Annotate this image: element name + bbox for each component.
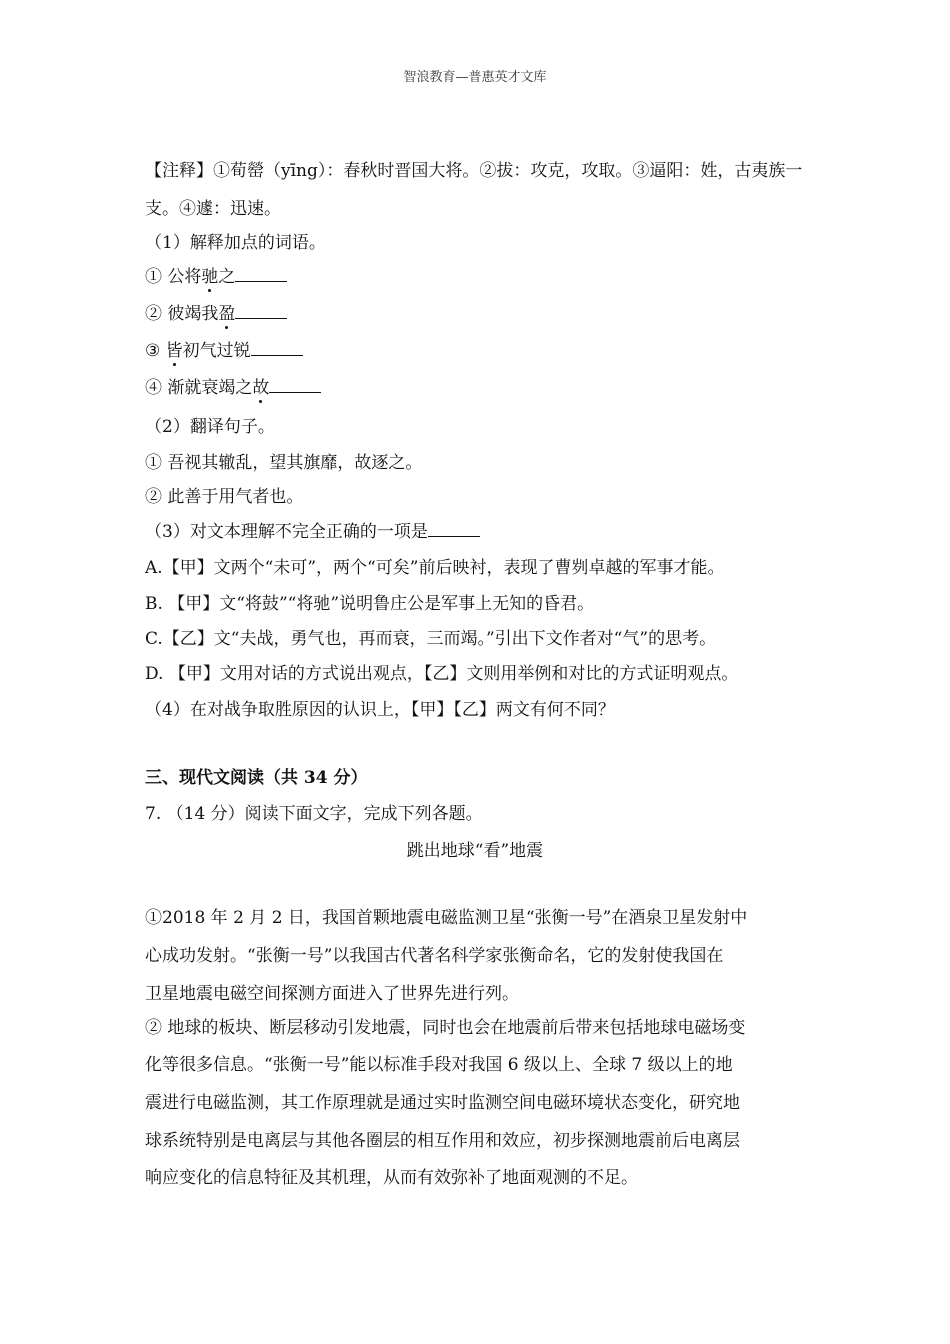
paragraph-1-line: 卫星地震电磁空间探测方面进入了世界先进行列。 bbox=[145, 984, 519, 1004]
paragraph-1-line: ①2018 年 2 月 2 日，我国首颗地震电磁监测卫星“张衡一号”在酒泉卫星发射中 bbox=[145, 908, 748, 928]
option-d: D. 【甲】文用对话的方式说出观点，【乙】文则用举例和对比的方式证明观点。 bbox=[145, 664, 739, 684]
item-text: ② 彼竭我 bbox=[145, 304, 219, 324]
page-header: 智浪教育—普惠英才文库 bbox=[403, 70, 547, 85]
question-1-stem: （1）解释加点的词语。 bbox=[145, 233, 326, 253]
option-a: A.【甲】文两个“未可”，两个“可矣”前后映衬，表现了曹刿卓越的军事才能。 bbox=[145, 558, 725, 578]
question-1-item-3 bbox=[145, 340, 303, 362]
paragraph-2-line: 化等很多信息。“张衡一号”能以标准手段对我国 6 级以上、全球 7 级以上的地 bbox=[145, 1055, 733, 1075]
dotted-word: 盈 bbox=[218, 304, 236, 324]
paragraph-2-line: ② 地球的板块、断层移动引发地震，同时也会在地震前后带来包括地球电磁场变 bbox=[145, 1018, 746, 1038]
stem-text: （3）对文本理解不完全正确的一项是 bbox=[145, 522, 428, 542]
passage-title: 跳出地球“看”地震 bbox=[406, 841, 544, 861]
question-3-stem bbox=[145, 521, 480, 543]
question-2-item-2: ② 此善于用气者也。 bbox=[145, 487, 304, 507]
annotation-line-2: 支。④遽：迅速。 bbox=[145, 199, 281, 219]
option-c: C.【乙】文“夫战，勇气也，再而衰，三而竭。”引出下文作者对“气”的思考。 bbox=[145, 629, 717, 649]
paragraph-1-line: 心成功发射。“张衡一号”以我国古代著名科学家张衡命名，它的发射使我国在 bbox=[145, 946, 724, 966]
question-7-stem: 7. （14 分）阅读下面文字，完成下列各题。 bbox=[145, 804, 483, 824]
dotted-word: 皆 bbox=[165, 341, 183, 361]
question-1-item-2 bbox=[145, 303, 287, 325]
item-text: ① 公将 bbox=[145, 267, 202, 287]
paragraph-2-line: 球系统特别是电离层与其他各圈层的相互作用和效应，初步探测地震前后电离层 bbox=[145, 1131, 740, 1151]
paragraph-2-line: 响应变化的信息特征及其机理，从而有效弥补了地面观测的不足。 bbox=[145, 1168, 638, 1188]
answer-blank[interactable] bbox=[235, 266, 287, 282]
dotted-word: 驰 bbox=[201, 267, 219, 287]
item-text: ③ bbox=[145, 341, 166, 361]
annotation-line-1: 【注释】①荀罃（yīng）：春秋时晋国大将。②拔：攻克，攻取。③逼阳：姓，古夷族一 bbox=[145, 161, 803, 181]
item-text: 初气过锐 bbox=[182, 341, 251, 361]
answer-blank[interactable] bbox=[428, 521, 480, 537]
question-4-stem: （4）在对战争取胜原因的认识上，【甲】【乙】两文有何不同？ bbox=[145, 700, 615, 720]
item-text: ④ 渐就衰竭之 bbox=[145, 378, 253, 398]
question-2-stem: （2）翻译句子。 bbox=[145, 417, 275, 437]
question-1-item-4 bbox=[145, 377, 321, 399]
item-text: 之 bbox=[218, 267, 236, 287]
question-2-item-1: ① 吾视其辙乱，望其旗靡，故逐之。 bbox=[145, 453, 423, 473]
dotted-word: 故 bbox=[252, 378, 270, 398]
answer-blank[interactable] bbox=[269, 377, 321, 393]
question-1-item-1 bbox=[145, 266, 287, 288]
paragraph-2-line: 震进行电磁监测，其工作原理就是通过实时监测空间电磁环境状态变化，研究地 bbox=[145, 1093, 740, 1113]
section-3-title: 三、现代文阅读（共 34 分） bbox=[145, 768, 368, 788]
answer-blank[interactable] bbox=[235, 303, 287, 319]
answer-blank[interactable] bbox=[251, 340, 303, 356]
option-b: B. 【甲】文“将鼓”“将驰”说明鲁庄公是军事上无知的昏君。 bbox=[145, 594, 595, 614]
